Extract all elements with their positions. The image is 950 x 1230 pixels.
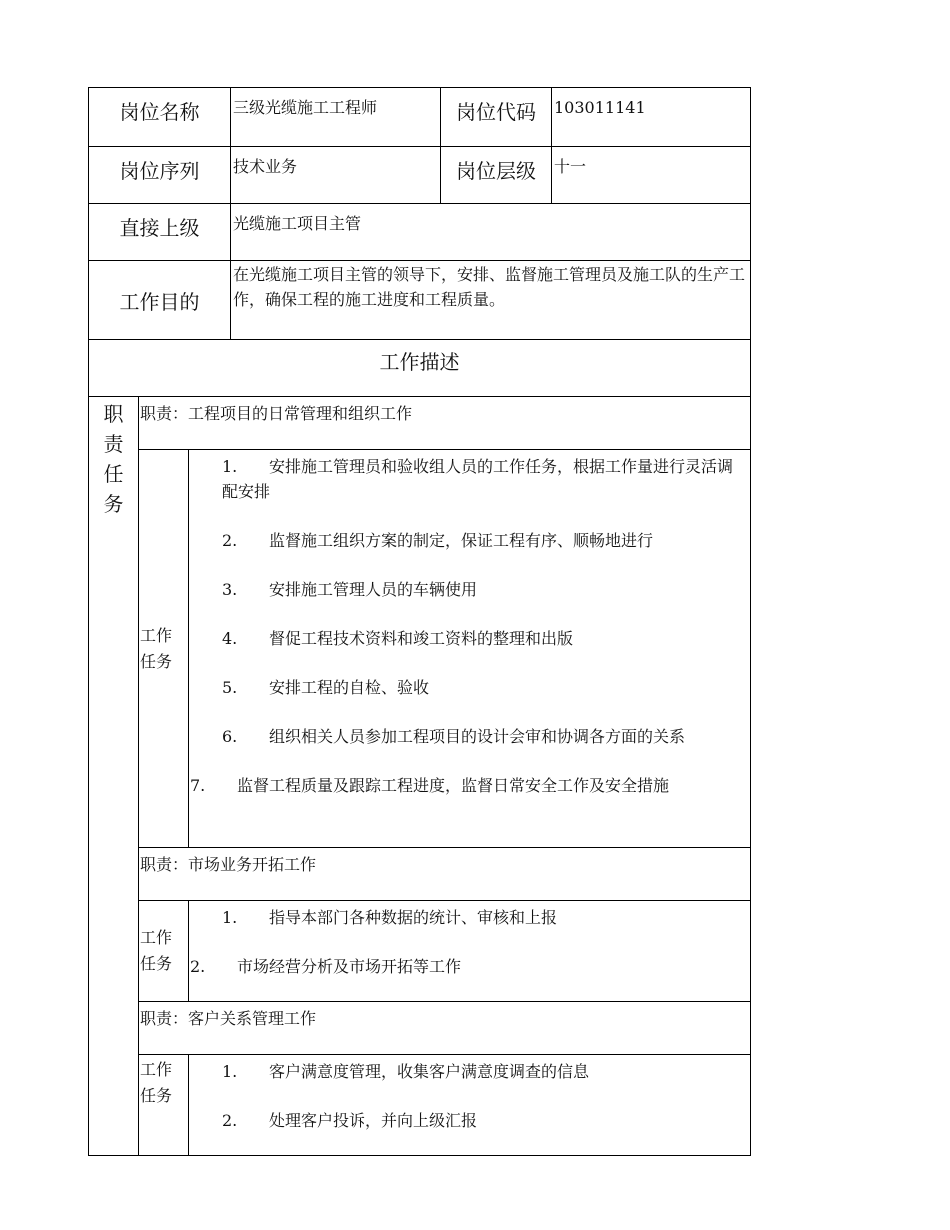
task-list — [189, 1055, 751, 1156]
task-item — [189, 954, 750, 979]
duty-title: 职责：客户关系管理工作 — [139, 1002, 751, 1055]
duty-title: 职责：市场业务开拓工作 — [139, 848, 751, 901]
task-label — [139, 450, 189, 848]
objective-value: 在光缆施工项目主管的领导下，安排、监督施工管理员及施工队的生产工作，确保工程的施工进度和工程质量。 — [231, 261, 751, 340]
task-text: 督促工程技术资料和竣工资料的整理和出版 — [269, 629, 574, 648]
task-text: 监督施工组织方案的制定，保证工程有序、顺畅地进行 — [269, 531, 654, 550]
task-number: 2. — [190, 957, 206, 976]
task-number: 4. — [222, 629, 238, 648]
sequence-value: 技术业务 — [231, 147, 441, 204]
level-label: 岗位层级 — [441, 147, 552, 204]
superior-label: 直接上级 — [89, 204, 231, 261]
task-item — [189, 724, 750, 749]
job-description-table — [88, 87, 751, 1156]
task-label-text: 工作任务 — [140, 625, 173, 671]
task-item — [189, 1108, 750, 1133]
task-text: 安排施工管理人员的车辆使用 — [269, 580, 478, 599]
position-name-label: 岗位名称 — [89, 88, 231, 147]
task-list — [189, 450, 751, 848]
task-text: 安排施工管理员和验收组人员的工作任务，根据工作量进行灵活调配安排 — [222, 457, 734, 501]
task-text: 组织相关人员参加工程项目的设计会审和协调各方面的关系 — [269, 727, 686, 746]
level-value: 十一 — [552, 147, 751, 204]
sequence-label: 岗位序列 — [89, 147, 231, 204]
task-label-text: 工作任务 — [140, 928, 173, 973]
task-number: 5. — [222, 678, 238, 697]
position-name-value: 三级光缆施工工程师 — [231, 88, 441, 147]
task-item — [189, 577, 750, 602]
task-list — [189, 901, 751, 1002]
task-text: 指导本部门各种数据的统计、审核和上报 — [269, 908, 558, 927]
task-number: 7. — [190, 776, 206, 795]
task-text: 处理客户投诉，并向上级汇报 — [269, 1111, 478, 1130]
task-text: 客户满意度管理，收集客户满意度调查的信息 — [269, 1062, 590, 1081]
task-item — [189, 905, 750, 930]
task-number: 2. — [222, 1111, 238, 1130]
task-text: 监督工程质量及跟踪工程进度，监督日常安全工作及安全措施 — [237, 776, 670, 795]
duties-label-text: 职责任务 — [103, 402, 124, 516]
position-code-value: 103011141 — [552, 88, 751, 147]
task-label — [139, 1055, 189, 1156]
task-item — [189, 528, 750, 553]
work-description-title: 工作描述 — [89, 340, 751, 397]
task-text: 市场经营分析及市场开拓等工作 — [237, 957, 462, 976]
task-item — [189, 773, 750, 798]
task-number: 1. — [222, 908, 238, 927]
task-item — [189, 454, 750, 504]
task-number: 6. — [222, 727, 238, 746]
task-item — [189, 675, 750, 700]
task-item — [189, 626, 750, 651]
task-item — [189, 1059, 750, 1084]
duties-vertical-label — [89, 397, 139, 1156]
objective-label: 工作目的 — [89, 261, 231, 340]
task-number: 1. — [222, 1062, 238, 1081]
task-text: 安排工程的自检、验收 — [269, 678, 430, 697]
task-number: 2. — [222, 531, 238, 550]
duty-title: 职责：工程项目的日常管理和组织工作 — [139, 397, 751, 450]
position-code-label: 岗位代码 — [441, 88, 552, 147]
task-label-text: 工作任务 — [140, 1060, 173, 1105]
task-label — [139, 901, 189, 1002]
task-number: 3. — [222, 580, 238, 599]
superior-value: 光缆施工项目主管 — [231, 204, 751, 261]
task-number: 1. — [222, 457, 238, 476]
